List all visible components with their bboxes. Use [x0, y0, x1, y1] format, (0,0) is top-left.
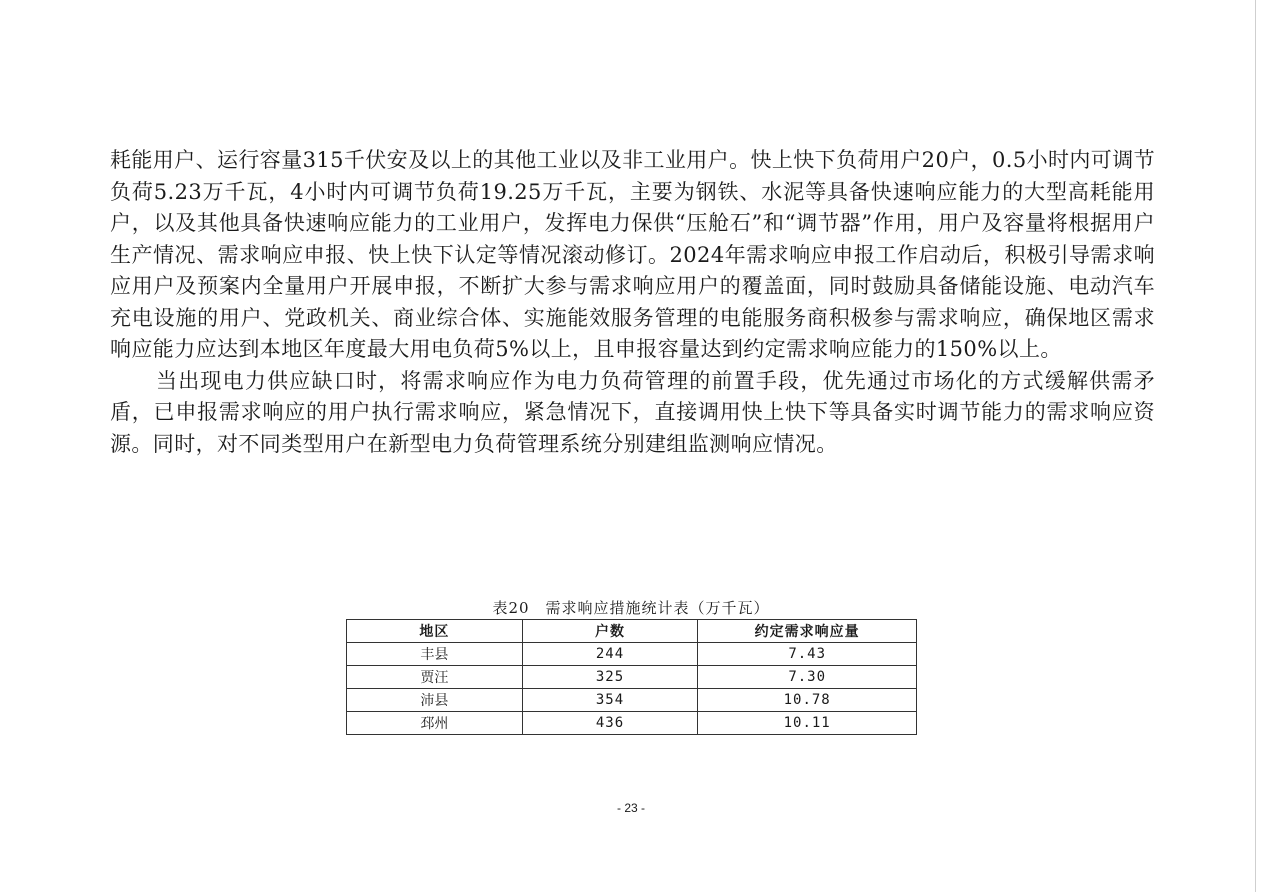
header-households: 户数 [522, 620, 698, 643]
paragraph-1: 耗能用户、运行容量315千伏安及以上的其他工业以及非工业用户。快上快下负荷用户20户，0.5小时内可调节负荷5.23万千瓦，4小时内可调节负荷19.25万千瓦，主要为钢铁、水泥等具备快速响应能力的大型高耗能用户，以及其他具备快速响应能力的工业用户，发挥电力保供“压舱石”和“调节器”作用，用户及容量将根据用户生产情况、需求响应申报、快上快下认定等情况滚动修订。2024年需求响应申报工作启动后，积极引导需求响应用户及预案内全量用户开展申报，不断扩大参与需求响应用户的覆盖面，同时鼓励具备储能设施、电动汽车充电设施的用户、党政机关、商业综合体、实施能效服务管理的电能服务商积极参与需求响应，确保地区需求响应能力应达到本地区年度最大用电负荷5%以上，且申报容量达到约定需求响应能力的150%以上。 [110, 148, 1155, 361]
cell-region: 邳州 [347, 712, 523, 735]
cell-agreed-response: 10.11 [698, 712, 917, 735]
cell-region: 贾汪 [347, 666, 523, 689]
demand-response-table [346, 619, 917, 735]
table-row [347, 643, 917, 666]
header-agreed-response: 约定需求响应量 [698, 620, 917, 643]
table-row [347, 689, 917, 712]
cell-region: 丰县 [347, 643, 523, 666]
cell-households: 354 [522, 689, 698, 712]
header-region: 地区 [347, 620, 523, 643]
paragraph-2: 当出现电力供应缺口时，将需求响应作为电力负荷管理的前置手段，优先通过市场化的方式缓解供需矛盾，已申报需求响应的用户执行需求响应，紧急情况下，直接调用快上快下等具备实时调节能力的需求响应资源。同时，对不同类型用户在新型电力负荷管理系统分别建组监测响应情况。 [110, 368, 1155, 456]
table-row [347, 666, 917, 689]
cell-households: 244 [522, 643, 698, 666]
cell-region: 沛县 [347, 689, 523, 712]
cell-households: 325 [522, 666, 698, 689]
table-header-row [347, 620, 917, 643]
cell-agreed-response: 7.43 [698, 643, 917, 666]
cell-agreed-response: 7.30 [698, 666, 917, 689]
table-row [347, 712, 917, 735]
body-text [110, 145, 1155, 460]
cell-agreed-response: 10.78 [698, 689, 917, 712]
table-caption: 表20 需求响应措施统计表（万千瓦） [492, 599, 770, 617]
page-right-border [1255, 0, 1256, 892]
cell-households: 436 [522, 712, 698, 735]
page-number: - 23 - [616, 801, 645, 815]
